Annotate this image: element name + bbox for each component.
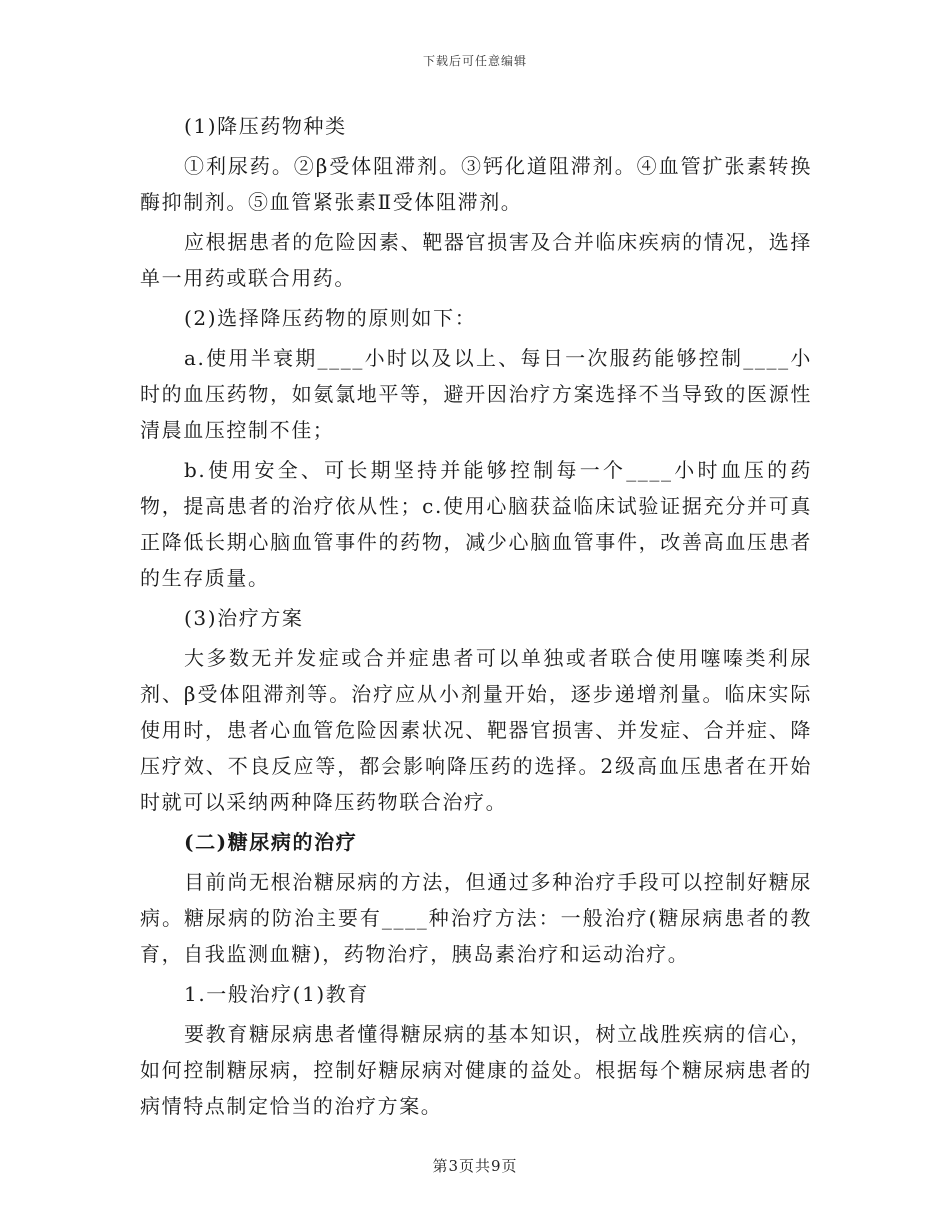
- page-header: 下载后可任意编辑: [422, 54, 527, 68]
- paragraph-selection-basis: 应根据患者的危险因素、靶器官损害及合并临床疾病的情况，选择单一用药或联合用药。: [140, 230, 812, 290]
- paragraph-diabetes-overview: 目前尚无根治糖尿病的方法，但通过多种治疗手段可以控制好糖尿病。糖尿病的防治主要有____种治疗方法：一般治疗(糖尿病患者的教育，自我监测血糖)，药物治疗，胰岛素治疗和运动治疗。: [140, 870, 812, 966]
- document-body: [140, 108, 812, 1128]
- section-heading-diabetes: (二)糖尿病的治疗: [184, 830, 358, 854]
- subheading-drug-types: (1)降压药物种类: [184, 114, 347, 138]
- paragraph-education: 要教育糖尿病患者懂得糖尿病的基本知识，树立战胜疾病的信心，如何控制糖尿病，控制好糖尿病对健康的益处。根据每个糖尿病患者的病情特点制定恰当的治疗方案。: [140, 1022, 812, 1118]
- paragraph-drug-list: ①利尿药。②β受体阻滞剂。③钙化道阻滞剂。④血管扩张素转换酶抑制剂。⑤血管紧张素Ⅱ受体阻滞剂。: [140, 154, 812, 214]
- subheading-treatment-plan: (3)治疗方案: [184, 606, 304, 630]
- subheading-selection-principles: (2)选择降压药物的原则如下：: [184, 306, 477, 330]
- paragraph-treatment-plan: 大多数无并发症或合并症患者可以单独或者联合使用噻嗪类利尿剂、β受体阻滞剂等。治疗应从小剂量开始，逐步递增剂量。临床实际使用时，患者心血管危险因素状况、靶器官损害、并发症、合并症、降压疗效、不良反应等，都会影响降压药的选择。2级高血压患者在开始时就可以采纳两种降压药物联合治疗。: [140, 646, 812, 814]
- subheading-general-treatment: 1.一般治疗(1)教育: [184, 982, 370, 1006]
- paragraph-principle-b-c: b.使用安全、可长期坚持并能够控制每一个____小时血压的药物，提高患者的治疗依从性；c.使用心脑获益临床试验证据充分并可真正降低长期心脑血管事件的药物，减少心脑血管事件，改善高血压患者的生存质量。: [140, 458, 812, 590]
- page-footer: 第3页共9页: [432, 1157, 518, 1175]
- paragraph-principle-a: a.使用半衰期____小时以及以上、每日一次服药能够控制____小时的血压药物，如氨氯地平等，避开因治疗方案选择不当导致的医源性清晨血压控制不佳；: [140, 346, 812, 442]
